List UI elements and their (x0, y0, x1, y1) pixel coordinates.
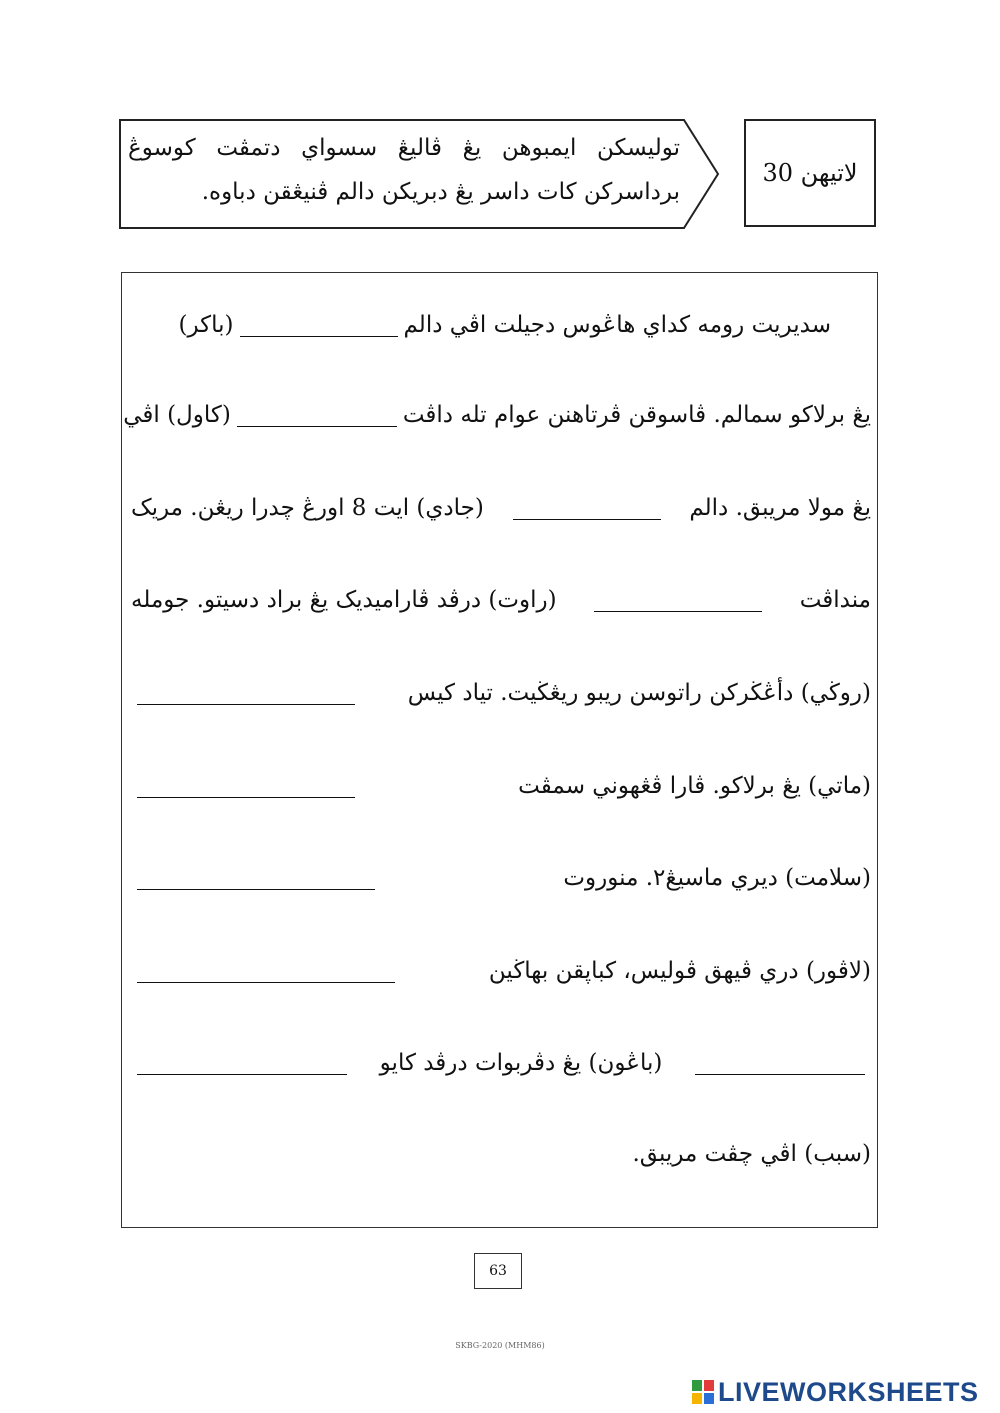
line-text: (راوت) درڤد ڤاراميديک يڠ براد دسيتو. جومله (131, 587, 557, 613)
line-text: يڠ مولا مريبق. دالم (689, 495, 871, 521)
instruction-text: توليسكن ايمبوهن يڠ ڤاليڠ سسواي دتمڤت كوسوڠ برداسركن كات داسر يڠ دبريكن دالم ڤنيڠقن دباوه. (128, 135, 680, 205)
answer-blank-6[interactable] (137, 769, 355, 798)
passage-line-7 (131, 858, 871, 898)
passage-line-2 (123, 395, 871, 435)
answer-blank-3[interactable] (513, 491, 661, 520)
line-text: (ماتي) يڠ برلاكو. ڤارا ڤڠهوني سمڤت (518, 773, 871, 799)
passage-line-5 (131, 673, 871, 713)
exercise-label-text: لاتيهن 30 (762, 159, 858, 187)
line-text: منداڤت (799, 587, 871, 613)
passage-line-4 (131, 580, 871, 620)
answer-blank-5[interactable] (137, 676, 355, 705)
answer-blank-8[interactable] (137, 954, 395, 983)
passage-line-1 (131, 305, 871, 345)
passage-line-3 (131, 488, 871, 528)
line-text: (سلامت) ديري ماسيڠ٢. منوروت (563, 865, 871, 891)
passage-line-8 (131, 951, 871, 991)
passage-line-9 (131, 1043, 871, 1083)
line-text: (روڬي) دأڠڬركن راتوسن ريبو ريڠڬيت. تياد كيس (407, 680, 871, 706)
answer-blank-2[interactable] (237, 398, 397, 427)
passage-line-10 (131, 1134, 871, 1174)
answer-blank-1[interactable] (240, 308, 398, 337)
brand-logo-block[interactable] (692, 1376, 979, 1408)
line-text: (سبب) اڤي چڤت مريبق. (632, 1141, 871, 1167)
answer-blank-10[interactable] (137, 1046, 347, 1075)
line-text: (لاڤور) دري ڤيهق ڤوليس، كباپقن بهاڬين (488, 958, 871, 984)
page-number (474, 1253, 522, 1289)
line-text: (جادي) ايت 8 اورڠ چدرا ريڠن. مريک (131, 495, 484, 521)
footer-code: SKBG-2020 (MHM86) (455, 1341, 545, 1350)
brand-name: LIVEWORKSHEETS (718, 1376, 979, 1407)
line-text: يڠ برلاكو سمالم. ڤاسوقن ڤرتاهنن عوام تله داڤت (402, 402, 871, 428)
line-text: (باڠون) يڠ دڤربوات درڤد كايو (379, 1050, 663, 1076)
line-text: (كاول) اڤي (123, 402, 231, 428)
page-number-text: 63 (489, 1263, 507, 1279)
passage-line-6 (131, 766, 871, 806)
line-text: (باكر) (178, 312, 234, 338)
line-text: سديريت رومه كداي هاڠوس دجيلت اڤي دالم (403, 312, 831, 338)
brand-blocks-icon (692, 1380, 714, 1404)
answer-blank-7[interactable] (137, 861, 375, 890)
answer-blank-4[interactable] (594, 583, 762, 612)
answer-blank-9[interactable] (695, 1046, 865, 1075)
exercise-label (744, 119, 876, 227)
